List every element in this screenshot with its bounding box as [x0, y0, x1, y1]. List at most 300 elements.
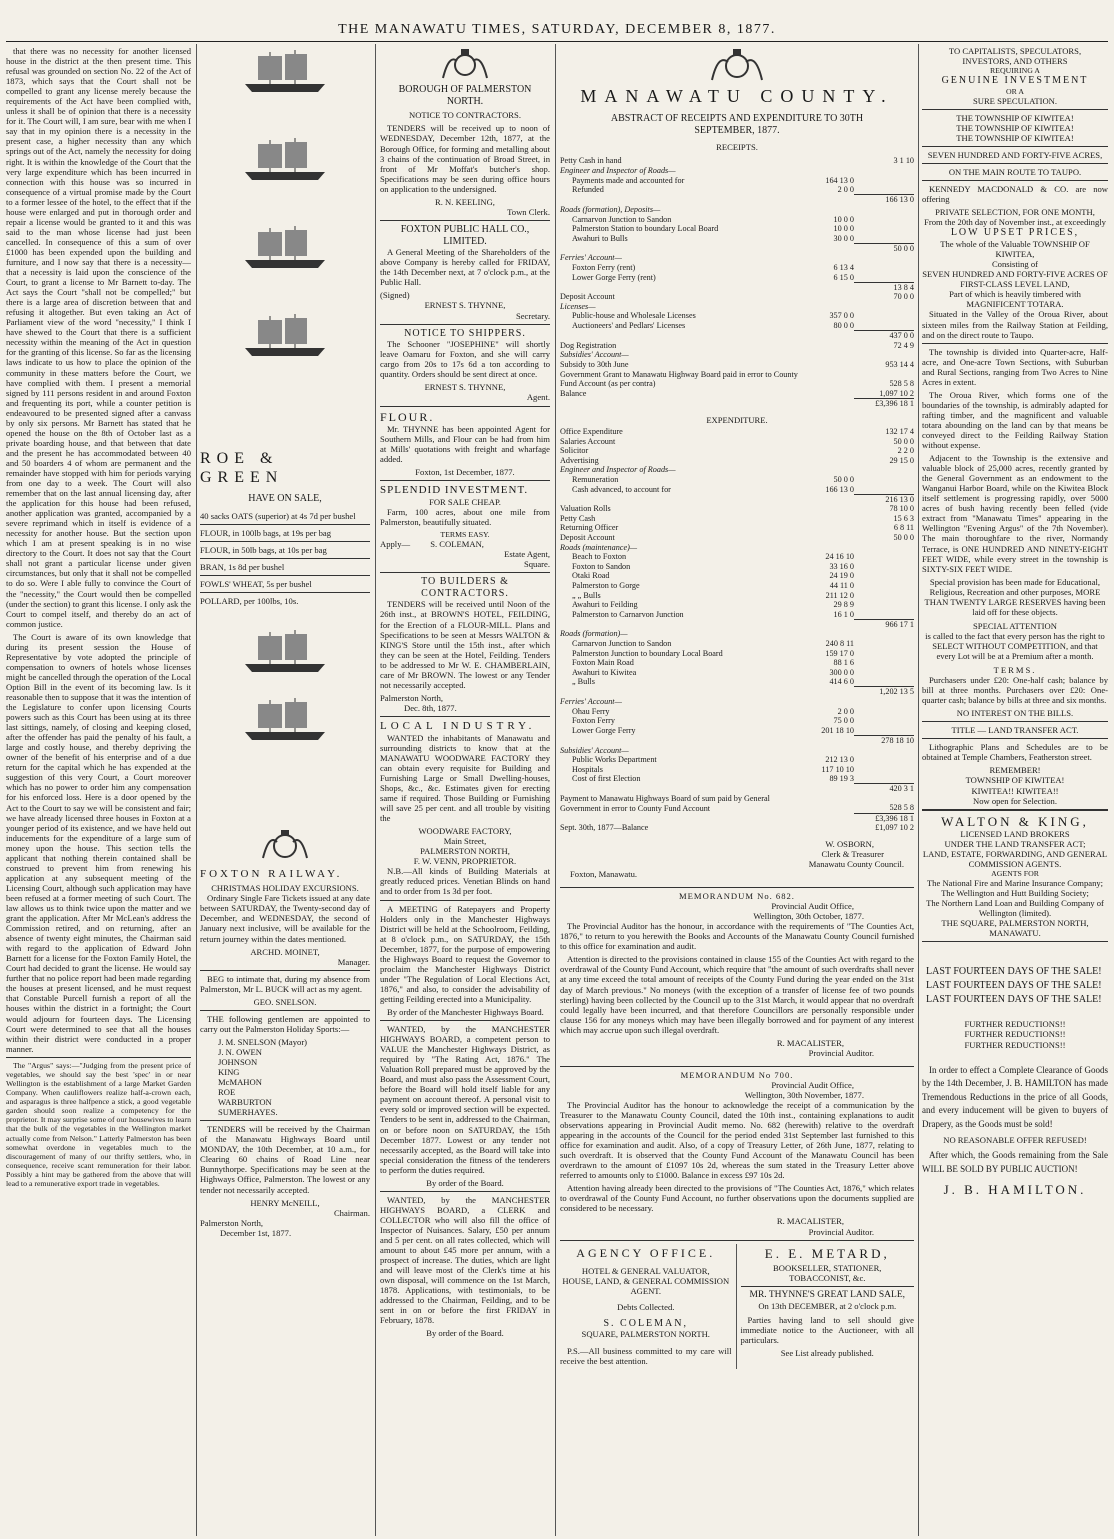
account-subtotal — [806, 456, 854, 466]
account-row — [560, 205, 914, 215]
ship-illustrations — [200, 626, 370, 766]
account-total: 6 8 11 — [893, 523, 914, 533]
account-subtotal: 80 0 0 — [833, 321, 854, 331]
account-label: Dog Registration — [560, 340, 617, 350]
coat-of-arms-icon — [255, 828, 315, 864]
account-subtotal — [806, 389, 854, 399]
account-total: 528 5 8 — [889, 803, 914, 813]
account-subtotal — [806, 533, 854, 543]
account-subtotal — [806, 794, 854, 813]
account-row — [560, 755, 914, 765]
account-row — [560, 350, 914, 360]
account-total — [854, 215, 914, 225]
agency-title: AGENCY OFFICE. — [576, 1245, 716, 1260]
account-row — [560, 156, 914, 166]
hall-sign-role: Secretary. — [515, 310, 550, 321]
township-line: THE TOWNSHIP OF KIWITEA! — [956, 133, 1074, 144]
builders-body: TENDERS will be received until Noon of the 26th inst., at BROWN'S HOTEL, FEILDING, for the Erection of a FLOUR-MILL. Plans and Specifications to be seen at Messrs WALTON & KING'S Store until the 15th inst., after which they can be seen at the Hotel, Feilding. Tenders to be addressed to Mr W. E. CHAMBERLAIN, care of Mr BROWN. The lowest or any Tender not necessarily accepted. — [380, 599, 550, 690]
meeting-body: A MEETING of Ratepayers and Property Holders only in the Manchester Highways District will be held at the Schoolroom, Feilding, at 8 o'clock p.m., on SATURDAY, the 15th December, 1877, for the purpose of empowering the Highways Board to request the Governor to proclaim the Manchester Highways District under "The Regulation of Local Elections Act, 1876," and also, to consider the advisability of getting Feilding erected into a Municipality. — [380, 903, 550, 1004]
account-label: Foxton to Sandon — [572, 561, 631, 571]
remember-line: TOWNSHIP OF KIWITEA! — [965, 775, 1065, 786]
account-label: Engineer and Inspector of Roads— — [560, 166, 676, 176]
column-ads-2 — [380, 46, 550, 1534]
private-selection: PRIVATE SELECTION, FOR ONE MONTH, — [935, 207, 1095, 218]
account-total — [854, 571, 914, 581]
account-total — [854, 475, 914, 485]
land-sale-date: On 13th DECEMBER, at 2 o'clock p.m. — [758, 1300, 897, 1311]
account-total: 1,097 10 2 — [879, 388, 914, 398]
account-row — [560, 321, 914, 331]
account-label — [560, 282, 806, 292]
expenditure-table — [560, 427, 914, 833]
railway-body: Ordinary Single Fare Tickets issued at any date between SATURDAY, the Twenty-second day of December, and WEDNESDAY, the second of January next inclusive, will be available for the return journey within the dates mentioned. — [200, 893, 370, 944]
roe-green-subtitle: HAVE ON SALE, — [248, 493, 322, 505]
account-subtotal — [806, 784, 854, 794]
account-row — [560, 234, 914, 244]
shippers-body: The Schooner "JOSEPHINE" will shortly leave Oamaru for Foxton, and she will carry cargo from 20s to 17s 6d a ton according to quantity. Orders should be sent direct at once. — [380, 339, 550, 380]
account-subtotal — [806, 523, 854, 533]
account-label — [560, 735, 806, 745]
account-total — [854, 755, 914, 765]
account-total: 216 13 0 — [854, 494, 914, 504]
roe-green-title: ROE & GREEN — [200, 450, 284, 486]
account-subtotal: 211 12 0 — [825, 590, 854, 600]
account-subtotal: 159 17 0 — [825, 648, 854, 658]
investment-apply: Apply— — [380, 538, 411, 549]
account-row — [560, 784, 914, 794]
memo1-sign-role: Provincial Auditor. — [808, 1047, 874, 1058]
account-subtotal — [806, 205, 854, 215]
memo1-paragraph: Attention is directed to the provisions contained in clause 155 of the Counties Act with regard to the overdrawal of the County Fund Account, which require that "the amount of such overdrafts shall never at any time exceed the total amount of receipts of the County Fund during the year ended on the 31st day of March previous." No moneys (with the exception of a transfer of license fee of two pounds sterling) having been collected by the Council up to the 31st March, it would appear that no overdraft could legally have been incurred, and that therefore Councillors are personally responsible under clause 156 for any moneys which may have been illegally borrowed and for payment of any interest which may accrue upon such illegal overdraft. — [560, 954, 914, 1035]
seven-hundred-line: SEVEN HUNDRED AND FORTY-FIVE ACRES OF — [922, 269, 1108, 280]
account-row — [560, 263, 914, 273]
account-row — [560, 185, 914, 195]
walton-line: The National Fire and Marine Insurance Company; — [926, 878, 1104, 889]
tenders-notice: TENDERS will be received by the Chairman of the Manawatu Highways Board until MONDAY, the 10th December, at 10 a.m., for Clearing 60 chains of Road Line near Bunnythorpe. Specifications may be seen at the Highways Office, Palmerston. The lowest or any tender not necessarily accepted. — [200, 1124, 370, 1195]
account-label: Sept. 30th, 1877—Balance — [560, 823, 649, 833]
news-paragraph: that there was no necessity for another licensed house in the district at the then present time. This refusal was grounded on section No. 22 of the Act of 1873, which says that the Court shall not be compelled to grant any license merely because the requirements of the Act have been complied with, unless it shall be of opinion that there is a necessity for it. The Court will, I am sure, bear with me when I say that in my opinion there is a necessity in the present case, a higher necessity than any which springs out of the Act, namely the necessity for doing right. It is within the knowledge of the Court that the very large expenditure which has been incurred in connection with this house was so incurred in consequence of a virtual promise made by the Court to a former lessee of the hotel, to the effect that if the house were enlarged and put in thorough order and repair a license would be granted to it and this was said to the man whose license had just been cancelled. In consequence of this a sum of over £1000 has been expended upon the building and furniture, and I now say that there is a necessity—that a necessity is laid upon the conscience of the Court, to grant a license to Mr Barnett to-day. The Act says the Court "shall not be compelled;" but there is a large area of discretion between that and refusing it altogether. But even taking an Act of Parliament view of the word "necessity," I think I have shewed to the Court that there is a sufficient necessity within the meaning of the Act in question for the granting of this license. So far as the licensing laws indicate to us how to place the opinion of the community in these matters before the Court, we have complied with them. I present a memorial signed by 111 persons resident in and around Foxton and frequenting its port, while a counter petition is endeavoured to be presented signed after a canvass by only six persons. Mr Barnett has stated that he opened the house on the 8th of October last as a private boarding house, and that between that date and the present he has accommodated between 40 and 50 boarders 4 of whom are permanent and the remainder have stopped with him for periods varying from one day to a week. The Court will also remember that on the last annual licensing day, after the application for this house had been refused, another application was granted, accompanied by a severe reprimand which in itself is evidence of a necessity for another house. But the section upon which I am at present speaking is in no wise directory to the Court. It does not say that the Court shall not grant a particular license under given circumstances, but only that it shall not be compelled to do so. Were I able fully to convince the Court of the "necessity," the Court would then be compelled (under the section) to grant this license. I only ask the Court to compel itself, and thereby do an act of common justice. — [6, 46, 191, 629]
account-label: Awahuri to Kiwitea — [572, 667, 637, 677]
account-subtotal: 300 0 0 — [829, 667, 854, 677]
shippers-sign-role: Agent. — [526, 392, 550, 403]
account-subtotal: 10 0 0 — [833, 224, 854, 234]
sports-name: J. M. SNELSON (Mayor) — [218, 1036, 308, 1047]
railway-title: FOXTON RAILWAY. — [200, 868, 343, 881]
account-total — [854, 543, 914, 553]
account-row — [560, 813, 914, 823]
account-total — [854, 234, 914, 244]
account-label: Foxton Main Road — [572, 658, 634, 668]
ship-icon — [240, 222, 330, 270]
title-act: TITLE — LAND TRANSFER ACT. — [951, 725, 1079, 736]
kiwitea-paragraph: Adjacent to the Township is the extensive and valuable block of 25,000 acres, recently granted by the General Government as an endowment to the Wanganui Harbor Board, while on the Kiwitea Block itself settlement is progressing rapidly, over 5000 acres of bush having recently been felled (vide extract from "Manawatu Times" appearing in the Wellington "Evening Argus" of the 7th November). The main thoroughfare to the river, Normandy Terrace, is ONE HUNDRED AND NINETY-EIGHT FEET WIDE, while every street in the township is SIXTY-SIX FEET WIDE. — [922, 453, 1108, 574]
account-subtotal — [806, 823, 854, 833]
flour-body: Mr. THYNNE has been appointed Agent for Southern Mills, and Flour can be had from him at Mills' quotations with freight and wharfage added. — [380, 423, 550, 464]
agency-sign: S. COLEMAN, — [603, 1317, 689, 1329]
buck-notice: BEG to intimate that, during my absence from Palmerston, Mr L. BUCK will act as my agent. — [200, 973, 370, 994]
account-subtotal — [806, 243, 854, 253]
sports-name: WARBURTON — [218, 1097, 272, 1108]
borough-body: TENDERS will be received up to noon of WEDNESDAY, December 12th, 1877, at the Borough Office, for forming and metalling about 3 chains of the continuation of Broad Street, in front of Mr Moffat's butcher's shop. Specifications may be seen during office hours on application to the undersigned. — [380, 123, 550, 194]
ship-illustrations — [200, 46, 370, 446]
remember-line: REMEMBER! — [989, 765, 1041, 776]
account-total — [854, 321, 914, 331]
township-line: THE TOWNSHIP OF KIWITEA! — [956, 113, 1074, 124]
account-label — [560, 687, 806, 697]
account-subtotal: 24 16 10 — [825, 552, 854, 562]
account-label: Lower Gorge Ferry — [572, 725, 636, 735]
coat-of-arms-icon — [704, 48, 770, 84]
account-total — [854, 562, 914, 572]
account-subtotal — [806, 697, 854, 707]
account-label: Returning Officer — [560, 523, 619, 533]
account-total — [854, 707, 914, 717]
account-row — [560, 629, 914, 639]
account-subtotal — [806, 341, 854, 351]
account-total — [854, 726, 914, 736]
walton-line: The Northern Land Loan and Building Company of Wellington (limited). — [926, 898, 1104, 919]
account-total: 278 18 10 — [854, 735, 914, 745]
account-label: Beach to Foxton — [572, 552, 627, 562]
hamilton-body: In order to effect a Complete Clearance of Goods by the 14th December, J. B. HAMILTON has made Tremendous Reductions in the price of all Goods, and every inducement will be given to buyers of Drapery, as the Goods must be sold! — [922, 1064, 1108, 1129]
agency-line: HOUSE, LAND, & GENERAL COMMISSION AGENT. — [562, 1275, 730, 1296]
account-subtotal: 50 0 0 — [833, 474, 854, 484]
account-subtotal: 2 0 0 — [837, 185, 854, 195]
masthead: THE MANAWATU TIMES, SATURDAY, DECEMBER 8, 1877. — [338, 22, 776, 37]
kennedy-line: KENNEDY MACDONALD & CO. are now offering — [922, 184, 1108, 205]
memo1-paragraph: The Provincial Auditor has the honour, in accordance with the requirements of "The Counties Act, 1876," to return to you herewith the Books and Accounts of the Manawatu County Council furnished to this office for examination and audit. — [560, 921, 914, 952]
column-divider — [196, 44, 197, 1536]
account-total — [854, 465, 914, 475]
account-total: 166 13 0 — [854, 195, 914, 205]
railway-subtitle: CHRISTMAS HOLIDAY EXCURSIONS. — [211, 883, 359, 894]
kiwitea-paragraph: The township is divided into Quarter-acre, Half-acre, and One-acre Town Sections, with Suburban and Rural Sections, ranging from Two Acres to Nine Acres in extent. — [922, 346, 1108, 387]
account-row — [560, 195, 914, 205]
no-interest: NO INTEREST ON THE BILLS. — [956, 708, 1074, 719]
account-total: 15 6 3 — [893, 513, 914, 523]
last-days-line: LAST FOURTEEN DAYS OF THE SALE! — [926, 966, 1102, 978]
account-row — [560, 465, 914, 475]
account-total — [854, 639, 914, 649]
local-street: Main Street, — [443, 836, 487, 847]
account-label: Palmerston Station to boundary Local Board — [572, 224, 719, 234]
account-label — [560, 784, 806, 794]
investment-subtitle: FOR SALE CHEAP. — [429, 496, 501, 507]
account-total — [854, 629, 914, 639]
borough-sign: R. N. KEELING, — [435, 196, 495, 207]
memo2-date: Wellington, 30th November, 1877. — [744, 1089, 864, 1100]
from-line: From the 20th day of November inst., at exceedingly — [924, 217, 1106, 228]
account-total: 528 5 8 — [889, 379, 914, 389]
account-label — [560, 331, 806, 341]
account-total — [854, 205, 914, 215]
account-label: Awahuri to Feilding — [572, 600, 638, 610]
account-total — [854, 677, 914, 687]
hall-signed: (Signed) — [380, 290, 410, 301]
sports-notice: THE following gentlemen are appointed to carry out the Palmerston Holiday Sports:— — [200, 1013, 370, 1034]
account-total — [854, 263, 914, 273]
borough-subtitle: NOTICE TO CONTRACTORS. — [409, 110, 521, 121]
county-sign-role: Clerk & Treasurer — [821, 848, 884, 859]
account-row — [560, 746, 914, 756]
account-subtotal: 2 0 0 — [837, 706, 854, 716]
column-county — [560, 46, 914, 1534]
ship-icon — [240, 46, 330, 94]
account-total: 13 8 4 — [854, 282, 914, 292]
sports-name: KING — [218, 1067, 240, 1078]
builders-place: Palmerston North, — [380, 692, 444, 703]
account-subtotal: 24 19 0 — [829, 571, 854, 581]
account-subtotal: 44 11 0 — [829, 580, 854, 590]
account-subtotal: 29 8 9 — [833, 600, 854, 610]
account-subtotal: 212 13 0 — [825, 755, 854, 765]
account-row — [560, 514, 914, 524]
account-subtotal: 414 6 0 — [829, 677, 854, 687]
column-divider — [555, 44, 556, 1536]
open-line: Now open for Selection. — [972, 795, 1057, 806]
account-total: 1,202 13 5 — [854, 687, 914, 697]
litho-line: Lithographic Plans and Schedules are to be obtained at Temple Chambers, Featherston street. — [922, 742, 1108, 763]
account-total: 50 0 0 — [893, 532, 914, 542]
column-ads-1 — [200, 46, 370, 1534]
account-subtotal: 89 19 3 — [829, 774, 854, 784]
account-total — [854, 591, 914, 601]
account-total — [854, 697, 914, 707]
account-label: Auctioneers' and Pedlars' Licenses — [572, 321, 686, 331]
account-row — [560, 726, 914, 736]
account-row — [560, 571, 914, 581]
clerk-order: By order of the Board. — [426, 1328, 504, 1339]
masthead-rule — [6, 41, 1108, 42]
account-label — [560, 399, 806, 409]
account-total — [854, 176, 914, 186]
investment-terms: TERMS EASY. — [440, 529, 490, 539]
account-row — [560, 253, 914, 263]
account-total — [854, 746, 914, 756]
agency-line: HOTEL & GENERAL VALUATOR, — [581, 1265, 710, 1276]
account-label: „ Bulls — [572, 677, 595, 687]
consisting-line: Consisting of — [991, 259, 1039, 270]
account-subtotal — [806, 253, 854, 263]
account-total — [854, 668, 914, 678]
account-total — [854, 716, 914, 726]
land-sale-body: Parties having land to sell should give immediate notice to the Auctioneer, with all particulars. — [740, 1315, 914, 1346]
roe-green-item: FOWLS' WHEAT, 5s per bushel — [200, 579, 312, 590]
account-label: Salaries Account — [560, 436, 616, 446]
argus-paragraph: The "Argus" says:—"Judging from the present price of vegetables, we should say the best 'spec' in or near Wellington is the establishment of a large Market Garden Company. When cauliflowers realize half-a-crown each, and asparagus is three halfpence a stick, a good vegetable garden should soon realize a competency for the proprietor. It may surprise some of our housewives to learn that the bulk of the vegetables in the Wellington market actually come from Nelson." Latterly Palmerston has been somewhat overdone in vegetables much to the discouragement of many of our thrifty settlers, who, in consequence, receive scant remuneration for their labor. Possibly a hint may be gathered from the above that will lead to a remunerative export trade in vegetables. — [6, 1060, 191, 1189]
account-label: Ferries' Account— — [560, 697, 622, 707]
memo2-paragraph: Attention having already been directed to the provisions of "The Counties Act, 1876," which relates to overdrawal of the County Fund Account, no further observations upon the documents supplied are considered to be necessary. — [560, 1183, 914, 1214]
receipts-heading: RECEIPTS. — [716, 142, 758, 153]
receipts-table — [560, 156, 914, 408]
totara-line: Part of which is heavily timbered with MAGNIFICENT TOTARA. — [949, 289, 1081, 310]
news-paragraph: The Court is aware of its own knowledge that during its present session the House of Representative by vote adopted the principle of compensation to owners of hotels whose licenses might be cancelled through the operation of the Local Option Bill in the event of its becoming law. Is it reasonable then to suppose that it was the intention of the Legislature to confer upon licensing Courts powers such as this Court has been using at its three last sittings, namely, of closing and keeping closed, after the offender has paid the penalty of his fault, a large and costly house, and thereby depriving the owner of the benefit of his enterprise and of a due return for the capital which he has expended at the suggestion of this very Court, a Court moreover which has no power to order him any compensation for his enforced loss. Here is a door opened by the Act to the Court to say we will be consistent and fair; we have already licensed three houses in Foxton at a younger period of its existence, and we have held out inducements for the expenditure of a large sum of money upon the house. This section tells the applicant that nothing therein contained shall be construed to prevent him from renewing his application at any subsequent meeting of the Licensing Court, although such application may have been refused at a former meeting of such Court. The law allows us to think twice upon the matter and we grant the application. After Mr McLean's address the Commission retired, and on returning, after an absence of twenty eight minutes, the Chairman said with regard to the application of Edward John Barnett for a license for the Foxton Family Hotel, the Court had decided to grant the license. He would say further that no police report had been made regarding the houses at present licensed, and he must request that Constable Purcell furnish a report of all the houses within the district in a fortnight; the Court would adjourn for fourteen days. The Licensing Court were determined to see that all the houses within their district were conducted in a proper manner. — [6, 631, 191, 1054]
account-subtotal — [806, 494, 854, 504]
account-label: Public Works Department — [572, 755, 657, 765]
account-label: Carnarvon Junction to Sandon — [572, 639, 672, 649]
special-attention: SPECIAL ATTENTION — [973, 620, 1057, 631]
account-label: „ „ Bulls — [572, 590, 601, 600]
account-row — [560, 600, 914, 610]
account-label: Subsidy to 30th June — [560, 359, 629, 369]
account-row — [560, 610, 914, 620]
account-row — [560, 485, 914, 495]
account-row — [560, 446, 914, 456]
account-row — [560, 543, 914, 553]
shippers-sign: ERNEST S. THYNNE, — [424, 382, 506, 393]
walton-line: AGENTS FOR — [991, 868, 1039, 878]
bottom-ads — [560, 1244, 914, 1369]
walton-line: LICENSED LAND BROKERS — [960, 828, 1070, 839]
account-row — [560, 552, 914, 562]
account-label: Roads (formation), Deposits— — [560, 204, 661, 214]
account-row — [560, 302, 914, 312]
account-total: 72 4 9 — [893, 340, 914, 350]
account-total — [854, 600, 914, 610]
capitalists-line: OR A — [1006, 86, 1024, 96]
local-factory: WOODWARE FACTORY, — [418, 826, 512, 837]
coat-of-arms-icon — [435, 48, 495, 82]
account-total — [854, 610, 914, 620]
capitalists-line: INVESTORS, AND OTHERS — [962, 56, 1068, 67]
account-label: Licenses— — [560, 301, 596, 311]
account-subtotal — [806, 350, 854, 360]
memo2-sign-role: Provincial Auditor. — [808, 1226, 874, 1237]
account-row — [560, 292, 914, 302]
account-row — [560, 649, 914, 659]
investment-sign: S. COLEMAN, — [430, 538, 484, 549]
account-label — [560, 494, 806, 504]
account-row — [560, 273, 914, 283]
builders-date: Dec. 8th, 1877. — [404, 702, 457, 713]
account-total — [854, 485, 914, 495]
account-label: Cash advanced, to account for — [572, 484, 671, 494]
low-upset-prices: LOW UPSET PRICES, — [950, 227, 1080, 239]
account-row — [560, 687, 914, 697]
special-attention-body: is called to the fact that every person has the right to SELECT WITHOUT COMPETITION, and that every Lot will be at a Premium after a month. — [925, 630, 1105, 661]
account-total: 70 0 0 — [893, 292, 914, 302]
account-subtotal — [806, 292, 854, 302]
capitalists-line: TO CAPITALISTS, SPECULATORS, — [948, 46, 1082, 56]
account-row — [560, 581, 914, 591]
account-total: 953 14 4 — [885, 359, 914, 369]
column-divider — [918, 44, 919, 1536]
tenders-place: Palmerston North, — [200, 1217, 264, 1228]
agency-debts: Debts Collected. — [617, 1301, 675, 1312]
county-subtitle: ABSTRACT OF RECEIPTS AND EXPENDITURE TO 30TH SEPTEMBER, 1877. — [610, 113, 864, 136]
account-row — [560, 311, 914, 321]
account-label: Solicitor — [560, 446, 589, 456]
memo2-paragraph: The Provincial Auditor has the honour to acknowledge the receipt of a communication by the Treasurer to the Manawatu County Council, dated the 10th inst., containing explanations to audit observations appearing in Provincial Audit memo. No. 682 (herewith) relative to the overdraft appearing in the accounts of the Council for the period ended 31st September last furnished to this office for examination and audit. Also, of a copy of Treasury Letter, of 26th June, 1877, relating to such overdraft. It is observed that the County Fund Account of the Manawatu Council has been overdrawn to the amount of £1097 10s 2d, whereas the sum stated in the Treasury Letter above referred to amounts only to £1000. Balance in excess £97 10s 2d. — [560, 1099, 914, 1181]
column-divider — [375, 44, 376, 1536]
memo1-sign: R. MACALISTER, — [776, 1037, 844, 1048]
account-row — [560, 523, 914, 533]
account-row — [560, 341, 914, 351]
account-row — [560, 697, 914, 707]
account-row — [560, 331, 914, 341]
kiwitea-paragraph: The Oroua River, which forms one of the boundaries of the township, is admirably adapted for rafting timber, and the magnificent and valuable totara abounding on the land can by that means be conveyed direct to the Feilding Railway Station without expense. — [922, 389, 1108, 451]
tenders-sign: HENRY McNEILL, — [250, 1197, 320, 1208]
walton-line: THE SQUARE, PALMERSTON NORTH, MANAWATU. — [941, 918, 1089, 939]
borough-title: BOROUGH OF PALMERSTON NORTH. — [398, 84, 532, 107]
account-label: Petty Cash — [560, 513, 596, 523]
ship-icon — [240, 694, 330, 742]
account-row — [560, 533, 914, 543]
local-body: WANTED the inhabitants of Manawatu and surrounding districts to know that at the MANAWATU WOODWARE FACTORY they can obtain every requisite for Building and Furnishing Large or Small Dwelling-houses, Shops, &c., &c. Estimates given for erecting same if required. Those Building or Furnishing will save 25 per cent. and all trouble by visiting the — [380, 732, 550, 824]
account-subtotal: 6 15 0 — [833, 272, 854, 282]
account-subtotal: 240 8 11 — [825, 639, 854, 649]
borough-sign-role: Town Clerk. — [507, 206, 550, 217]
account-label: Palmerston Junction to boundary Local Board — [572, 648, 723, 658]
builders-title: TO BUILDERS & CONTRACTORS. — [421, 576, 509, 599]
account-total — [854, 224, 914, 234]
situated-line: Situated in the Valley of the Oroua River, about sixteen miles from the Railway Station at Feilding, and on the direct route to Taupo. — [922, 309, 1108, 340]
account-row — [560, 639, 914, 649]
account-row — [560, 360, 914, 370]
county-sign-body: Manawatu County Council. — [808, 858, 904, 869]
account-total: 50 0 0 — [854, 243, 914, 253]
account-subtotal — [806, 156, 854, 166]
account-label: Palmerston to Gorge — [572, 580, 640, 590]
account-row — [560, 774, 914, 784]
last-days-line: LAST FOURTEEN DAYS OF THE SALE! — [926, 980, 1102, 992]
account-subtotal — [806, 619, 854, 629]
account-label: Balance — [560, 389, 587, 399]
account-row — [560, 456, 914, 466]
account-subtotal: 33 16 0 — [829, 561, 854, 571]
special-provision: Special provision has been made for Educational, Religious, Recreation and other purposes, MORE THAN TWENTY LARGE RESERVES having been laid off for these objects. — [924, 576, 1106, 617]
account-label: Lower Gorge Ferry (rent) — [572, 272, 656, 282]
hall-body: A General Meeting of the Shareholders of the above Company is hereby called for FRIDAY, the 14th December next, at 7 o'clock p.m., at the Public Hall. — [380, 247, 550, 288]
account-label: Deposit Account — [560, 292, 615, 302]
column-kiwitea — [922, 46, 1108, 1534]
local-title: LOCAL INDUSTRY. — [380, 719, 536, 732]
agency-ps: P.S.—All business committed to my care will receive the best attention. — [560, 1345, 732, 1366]
whole-line: The whole of the Valuable TOWNSHIP OF KIWITEA, — [940, 239, 1090, 260]
walton-line: UNDER THE LAND TRANSFER ACT; — [944, 838, 1086, 849]
roe-green-item: FLOUR, in 100lb bags, at 19s per bag — [200, 528, 332, 539]
account-total: 420 3 1 — [854, 784, 914, 794]
account-subtotal: 164 13 0 — [825, 175, 854, 185]
account-label: Roads (formation)— — [560, 629, 628, 639]
account-subtotal: 10 0 0 — [833, 214, 854, 224]
account-label: Refunded — [572, 185, 604, 195]
account-total — [854, 302, 914, 312]
account-label: Cost of first Election — [572, 774, 641, 784]
terms-heading: TERMS. — [993, 665, 1037, 676]
account-row — [560, 504, 914, 514]
account-subtotal — [806, 543, 854, 553]
expenditure-heading: EXPENDITURE. — [706, 414, 768, 425]
railway-sign-role: Manager. — [337, 956, 370, 967]
further-line: FURTHER REDUCTIONS!! — [964, 1029, 1066, 1040]
account-total: 3 1 10 — [893, 156, 914, 166]
account-total: 437 0 0 — [854, 331, 914, 341]
account-row — [560, 427, 914, 437]
county-sign: W. OSBORN, — [825, 838, 874, 849]
account-row — [560, 215, 914, 225]
account-label: Foxton Ferry — [572, 716, 615, 726]
account-label: Advertising — [560, 455, 599, 465]
last-days-line: LAST FOURTEEN DAYS OF THE SALE! — [926, 993, 1102, 1005]
account-row — [560, 166, 914, 176]
account-row — [560, 735, 914, 745]
account-subtotal — [806, 813, 854, 823]
account-label: Palmerston to Carnarvon Junction — [572, 609, 684, 619]
account-label: Hospitals — [572, 764, 603, 774]
sports-name: J. N. OWEN — [218, 1046, 262, 1057]
investment-sign-role: Estate Agent, — [504, 548, 550, 559]
